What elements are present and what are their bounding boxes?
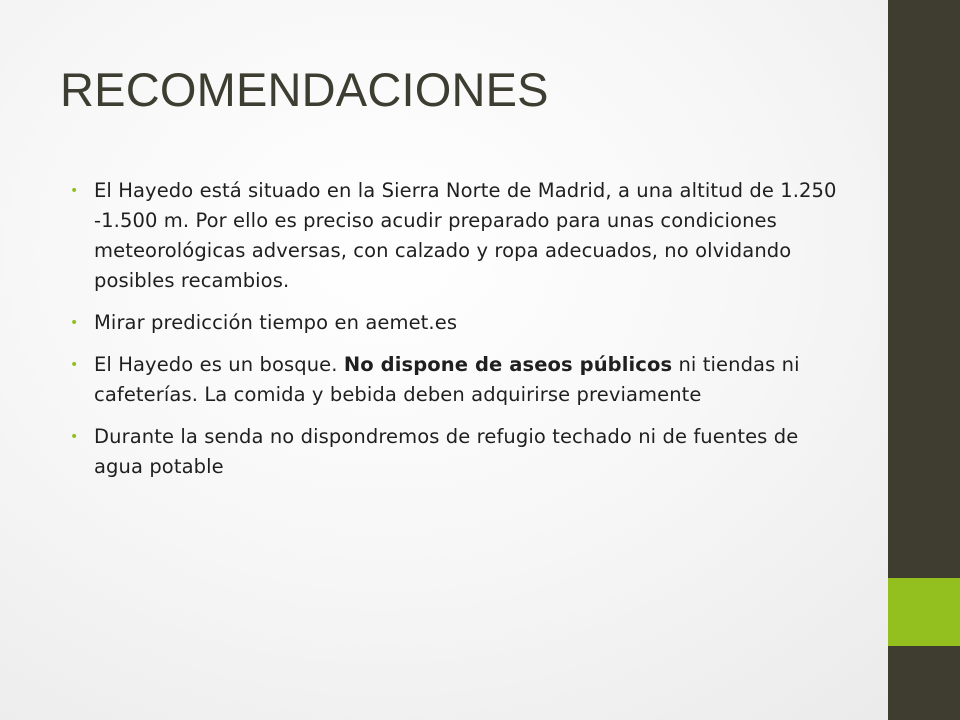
bullet-icon: • xyxy=(70,315,79,331)
bullet-icon: • xyxy=(70,429,79,445)
bullet-item-weather xyxy=(70,308,850,338)
bullet-text-end: ni tiendas ni cafeterías. La comida y bebida deben adquirirse previamente xyxy=(94,353,800,406)
slide-title: RECOMENDACIONES xyxy=(60,63,549,116)
bullet-text: Durante la senda no dispondremos de refugio techado ni de fuentes de agua potable xyxy=(94,425,799,478)
bullet-icon: • xyxy=(70,183,79,199)
bullet-text-bold: No dispone de aseos públicos xyxy=(343,353,673,376)
sidebar-accent-block xyxy=(888,578,960,646)
bullet-item-shelter xyxy=(70,422,850,482)
bullet-item-altitude xyxy=(70,176,850,296)
bullet-list xyxy=(70,176,850,494)
bullet-icon: • xyxy=(70,357,79,373)
bullet-text-start: El Hayedo es un bosque. xyxy=(94,353,344,376)
bullet-text: Mirar predicción tiempo en aemet.es xyxy=(94,311,458,334)
bullet-item-facilities xyxy=(70,350,850,410)
bullet-text: El Hayedo está situado en la Sierra Norte de Madrid, a una altitud de 1.250 -1.500 m. Por ello es preciso acudir preparado para unas condiciones meteorológicas adversas, con calzado y ropa adecuados, no olvidando posibles recambios. xyxy=(94,179,837,292)
